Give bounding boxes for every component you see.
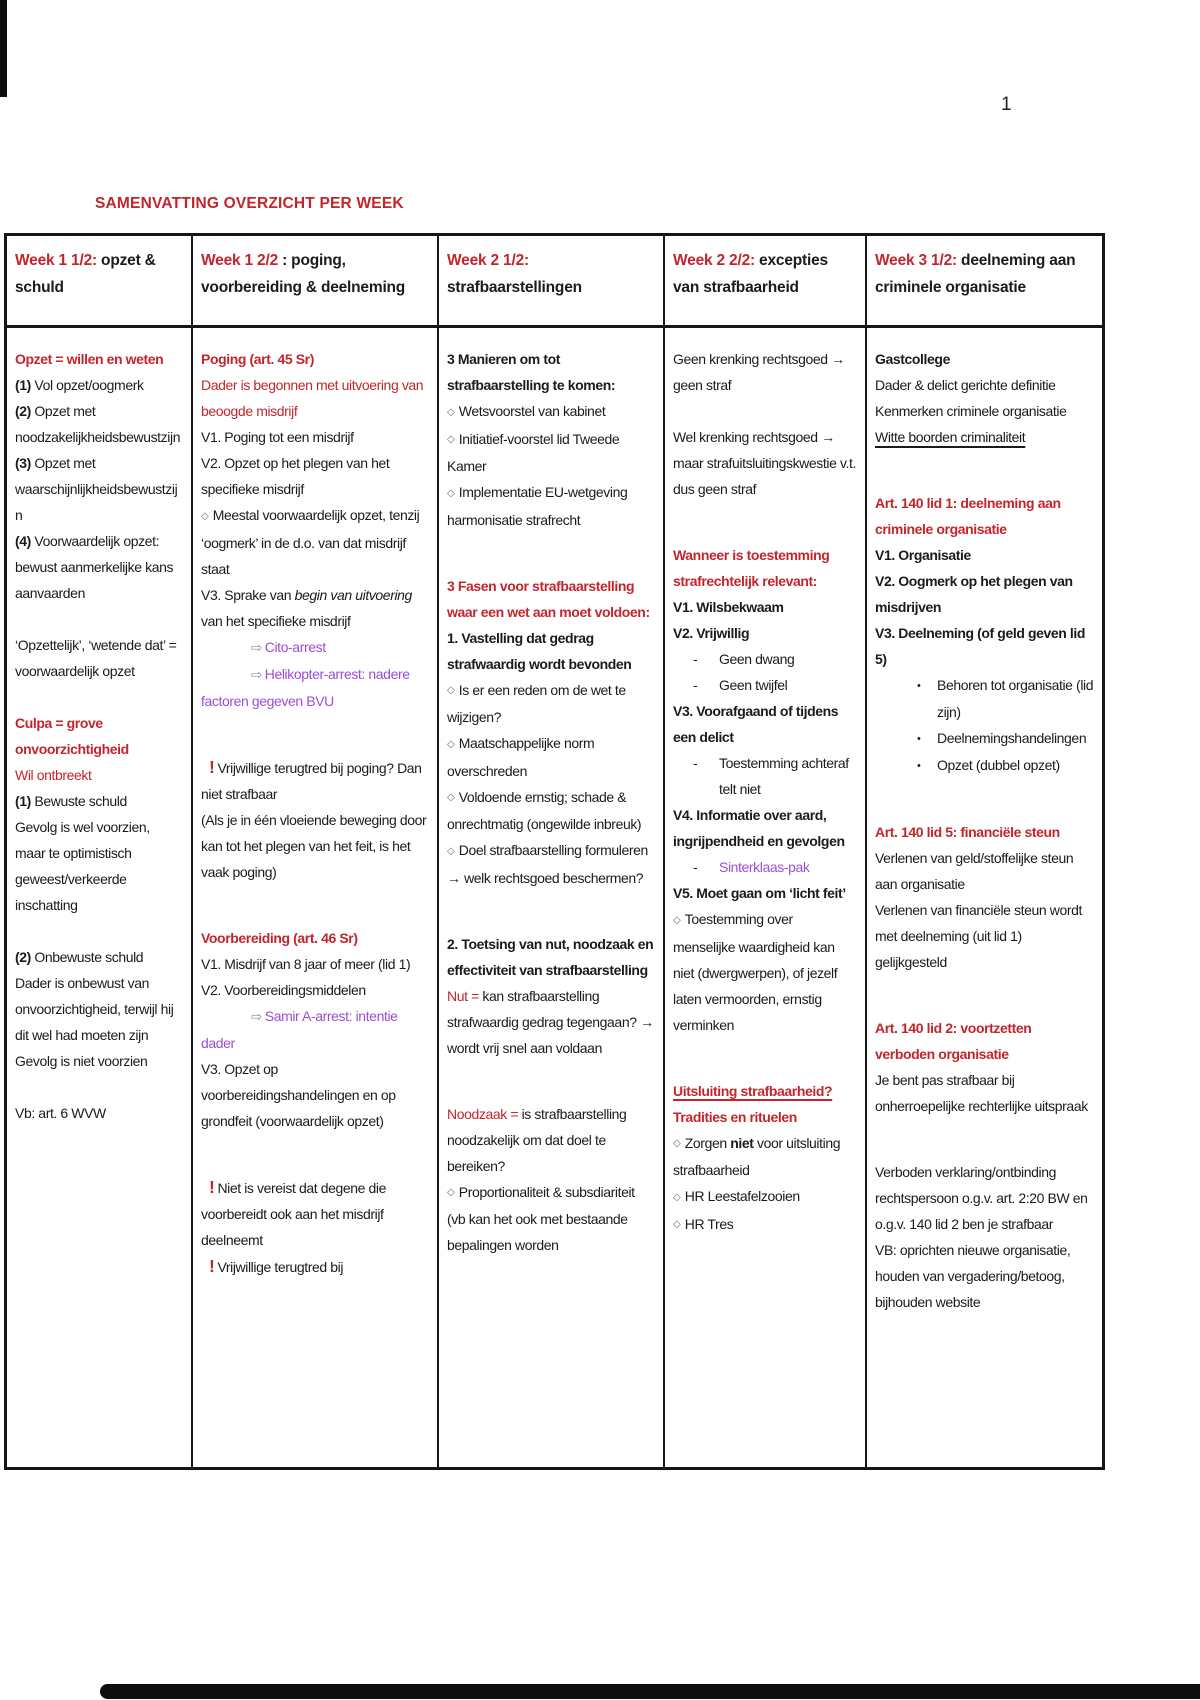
column-body-week-1 — [7, 328, 193, 1467]
text-run: Doel strafbaarstelling formuleren → welk rechtsgoed beschermen? — [447, 842, 648, 886]
text-block — [673, 854, 857, 880]
diamond-bullet-icon: ◇ — [447, 1187, 457, 1198]
text-block — [875, 897, 1094, 975]
text-block — [15, 814, 183, 918]
text-block — [201, 634, 429, 661]
text-run: Wel krenking rechtsgoed → maar strafuitsluitingskwestie v.t. dus geen straf — [673, 429, 856, 497]
text-block — [673, 1078, 857, 1104]
text-block — [15, 944, 183, 970]
text-block — [447, 625, 655, 677]
text-run: is strafbaarstelling noodzakelijk om dat doel te bereiken? — [447, 1105, 627, 1174]
diamond-bullet-icon: ◇ — [673, 1138, 683, 1149]
text-block — [15, 450, 183, 528]
text-block — [447, 398, 655, 426]
column-header-week-5 — [867, 236, 1102, 328]
text-block — [201, 1253, 429, 1280]
column-header-week-4 — [665, 236, 867, 328]
text-block — [447, 1179, 655, 1259]
text-run: Sinterklaas-pak — [719, 859, 810, 875]
text-run: Wetsvoorstel van kabinet — [458, 403, 606, 419]
text-block — [875, 542, 1094, 568]
column-body-week-2 — [193, 328, 439, 1467]
text-block — [447, 931, 655, 983]
text-block — [673, 750, 857, 802]
text-run: Art. 140 lid 2: voortzetten verboden organisatie — [875, 1020, 1032, 1062]
text-block — [673, 880, 857, 906]
text-block — [201, 346, 429, 372]
text-run: V3. Sprake van — [201, 586, 295, 603]
text-run: 1. Vastelling dat gedrag strafwaardig wordt bevonden — [447, 629, 632, 672]
text-run: Deelnemingshandelingen — [937, 730, 1087, 746]
text-run: excepties van strafbaarheid — [673, 252, 828, 296]
text-run: ‘Opzettelijk’, ‘wetende dat’ = voorwaardelijk opzet — [15, 637, 177, 679]
exclamation-icon: ! — [209, 1255, 215, 1276]
text-run: Behoren tot organisatie (lid zijn) — [937, 677, 1094, 720]
text-run: Samir A-arrest: intentie dader — [201, 1007, 398, 1051]
text-block — [447, 677, 655, 731]
text-run: Meestal voorwaardelijk opzet, tenzij ‘oogmerk’ in de d.o. van dat misdrijf staat — [201, 507, 420, 577]
text-run: Verlenen van geld/stoffelijke steun aan organisatie — [875, 850, 1074, 892]
text-run: (3) — [15, 455, 35, 471]
text-block — [673, 646, 857, 672]
text-run: Dader is begonnen met uitvoering van beoogde misdrijf — [201, 377, 424, 419]
exclamation-icon: ! — [209, 756, 215, 777]
text-block — [15, 632, 183, 684]
scan-artifact-bottom — [100, 1684, 1200, 1699]
text-block — [673, 542, 857, 594]
text-block — [673, 906, 857, 1038]
text-block — [673, 1130, 857, 1184]
text-run: Week 3 1/2: — [875, 252, 957, 269]
text-run: Wanneer is toestemming strafrechtelijk relevant: — [673, 547, 830, 589]
text-block — [673, 1104, 857, 1130]
scan-artifact-left — [0, 0, 7, 97]
text-run: V2. Vrijwillig — [673, 625, 750, 641]
diamond-bullet-icon: ◇ — [447, 792, 457, 803]
text-run: Initiatief-voorstel lid Tweede Kamer — [447, 430, 620, 474]
text-run: (2) — [15, 949, 35, 965]
text-run: Poging (art. 45 Sr) — [201, 351, 314, 367]
text-run: V4. Informatie over aard, ingrijpendheid en gevolgen — [673, 807, 845, 849]
text-run: Gevolg is wel voorzien, maar te optimistisch geweest/verkeerde inschatting — [15, 819, 150, 913]
text-run: Nut = — [447, 987, 479, 1004]
text-block — [875, 490, 1094, 542]
text-run: Voldoende ernstig; schade & onrechtmatig (ongewilde inbreuk) — [447, 788, 642, 832]
dot-bullet-icon: • — [917, 760, 921, 772]
text-block — [201, 925, 429, 951]
text-block — [673, 1183, 857, 1211]
diamond-bullet-icon: ◇ — [201, 510, 211, 522]
text-block — [875, 819, 1094, 845]
text-block — [875, 424, 1094, 450]
text-run: : poging, voorbereiding & deelneming — [201, 252, 406, 296]
text-run: Week 1 1/2: — [15, 252, 97, 269]
text-run: (1) — [15, 793, 35, 809]
dash-bullet-icon: - — [693, 651, 698, 667]
text-block — [673, 1211, 857, 1239]
text-run: V2. Voorbereidingsmiddelen — [201, 981, 366, 998]
text-run: van het specifieke misdrijf — [201, 612, 351, 629]
arrow-bullet-icon: ⇨ — [251, 666, 262, 682]
text-run: Opzet (dubbel opzet) — [937, 757, 1060, 773]
text-run: opzet & schuld — [15, 252, 156, 296]
text-run: Opzet met waarschijnlijkheidsbewustzijn — [15, 455, 178, 523]
text-run: Geen dwang — [719, 651, 795, 667]
text-run: V3. Opzet op voorbereidingshandelingen en op grondfeit (voorwaardelijk opzet) — [201, 1060, 396, 1129]
text-block — [875, 672, 1094, 725]
text-block — [875, 620, 1094, 672]
text-block — [447, 1101, 655, 1179]
dot-bullet-icon: • — [917, 680, 921, 692]
text-block — [875, 845, 1094, 897]
text-block — [201, 807, 429, 885]
diamond-bullet-icon: ◇ — [673, 914, 683, 926]
text-run: Verboden verklaring/ontbinding rechtspersoon o.g.v. art. 2:20 BW en o.g.v. 140 lid 2 ben je strafbaar — [875, 1164, 1088, 1232]
text-run: niet — [730, 1134, 754, 1151]
text-run: V1. Organisatie — [875, 547, 971, 563]
text-run: V1. Poging tot een misdrijf — [201, 429, 354, 445]
text-block — [201, 502, 429, 582]
text-block — [875, 725, 1094, 752]
text-run: Wil ontbreekt — [15, 767, 92, 783]
text-run: (2) — [15, 403, 35, 419]
text-block — [201, 1003, 429, 1056]
text-block — [201, 372, 429, 424]
diamond-bullet-icon: ◇ — [447, 434, 457, 445]
text-run: V2. Oogmerk op het plegen van misdrijven — [875, 573, 1073, 615]
text-block — [15, 398, 183, 450]
text-run: (Als je in één vloeiende beweging door kan tot het plegen van het feit, is het vaak poging) — [201, 811, 427, 880]
text-run: (1) — [15, 377, 35, 393]
diamond-bullet-icon: ◇ — [673, 1191, 683, 1203]
text-block — [201, 977, 429, 1003]
text-block — [875, 1015, 1094, 1067]
text-run: deelneming aan criminele organisatie — [875, 252, 1076, 296]
text-block — [15, 528, 183, 606]
text-block — [201, 424, 429, 450]
diamond-bullet-icon: ◇ — [447, 406, 457, 418]
text-block — [673, 672, 857, 698]
text-block — [875, 1159, 1094, 1237]
column-header-week-1 — [7, 236, 193, 328]
text-run: Zorgen — [684, 1134, 731, 1151]
summary-table — [4, 233, 1105, 1470]
text-run: Geen twijfel — [719, 677, 788, 693]
text-run: Opzet met noodzakelijkheidsbewustzijn — [15, 403, 181, 445]
text-run: Vrijwillige terugtred bij poging? Dan niet strafbaar — [201, 759, 422, 802]
text-run: 2. Toetsing van nut, noodzaak en effectiviteit van strafbaarstelling — [447, 935, 654, 978]
text-block — [447, 346, 655, 398]
text-run: 3 Fasen voor strafbaarstelling waar een wet aan moet voldoen: — [447, 577, 650, 620]
text-run: Bewuste schuld — [34, 793, 127, 809]
text-block — [201, 951, 429, 977]
text-block — [201, 661, 429, 714]
text-run: 3 Manieren om tot strafbaarstelling te komen: — [447, 351, 616, 393]
column-header-week-2 — [193, 236, 439, 328]
text-run: HR Tres — [684, 1215, 734, 1232]
text-run: Voorbereiding (art. 46 Sr) — [201, 929, 358, 946]
column-body-week-5 — [867, 328, 1102, 1467]
text-run: Vb: art. 6 WVW — [15, 1105, 106, 1121]
text-run: Witte boorden criminaliteit — [875, 429, 1026, 445]
text-block — [875, 1067, 1094, 1119]
text-run: kan strafbaarstelling strafwaardig gedrag tegengaan? → wordt vrij snel aan voldaan — [447, 987, 654, 1056]
text-run: Voorwaardelijk opzet: bewust aanmerkelijke kans aanvaarden — [15, 533, 174, 601]
text-run: Vrijwillige terugtred bij — [217, 1258, 344, 1275]
text-run: V5. Moet gaan om ‘licht feit’ — [673, 885, 846, 901]
text-block — [673, 802, 857, 854]
text-block — [875, 398, 1094, 424]
page-title: SAMENVATTING OVERZICHT PER WEEK — [95, 195, 404, 212]
text-run: HR Leestafelzooien — [684, 1188, 800, 1204]
text-run: Noodzaak = — [447, 1105, 519, 1122]
page-number: 1 — [1001, 94, 1012, 115]
text-run: Gevolg is niet voorzien — [15, 1053, 148, 1069]
text-run: V3. Deelneming (of geld geven lid 5) — [875, 625, 1086, 667]
text-block — [447, 730, 655, 784]
text-block — [447, 426, 655, 480]
text-run: Art. 140 lid 5: financiële steun — [875, 824, 1060, 840]
text-run: V1. Wilsbekwaam — [673, 599, 784, 615]
text-run: Week 1 2/2 — [201, 252, 278, 269]
diamond-bullet-icon: ◇ — [447, 845, 457, 857]
text-block — [875, 346, 1094, 372]
dash-bullet-icon: - — [693, 755, 698, 771]
text-run: Je bent pas strafbaar bij onherroepelijke rechterlijke uitspraak — [875, 1072, 1088, 1114]
text-run: Niet is vereist dat degene die voorbereidt ook aan het misdrijf deelneemt — [201, 1179, 386, 1248]
text-run: Implementatie EU-wetgeving harmonisatie strafrecht — [447, 484, 628, 528]
text-block — [673, 424, 857, 502]
arrow-bullet-icon: ⇨ — [251, 639, 262, 655]
text-block — [15, 372, 183, 398]
exclamation-icon: ! — [209, 1176, 215, 1197]
dot-bullet-icon: • — [917, 733, 921, 745]
text-block — [201, 1056, 429, 1134]
text-run: Maatschappelijke norm overschreden — [447, 735, 595, 779]
text-run: Week 2 1/2: — [447, 252, 529, 269]
text-block — [673, 698, 857, 750]
text-block — [447, 479, 655, 533]
text-block — [15, 788, 183, 814]
text-run: Vol opzet/oogmerk — [34, 377, 144, 393]
text-run: V1. Misdrijf van 8 jaar of meer (lid 1) — [201, 955, 411, 972]
text-run: Opzet = willen en weten — [15, 351, 164, 367]
text-run: Kenmerken criminele organisatie — [875, 403, 1067, 419]
text-run: Tradities en rituelen — [673, 1108, 797, 1125]
text-block — [15, 762, 183, 788]
text-run: Week 2 2/2: — [673, 252, 755, 269]
text-run: Proportionaliteit & subsdiariteit (vb kan het ook met bestaande bepalingen worden — [447, 1183, 635, 1253]
text-run: voor uitsluiting strafbaarheid — [673, 1134, 841, 1178]
text-run: Toestemming achteraf telt niet — [719, 755, 849, 797]
text-block — [15, 346, 183, 372]
text-block — [673, 346, 857, 398]
text-run: Is er een reden om de wet te wijzigen? — [447, 681, 626, 725]
text-block — [447, 573, 655, 625]
column-header-week-3 — [439, 236, 665, 328]
dash-bullet-icon: - — [693, 859, 698, 875]
text-block — [875, 372, 1094, 398]
text-run: Cito-arrest — [264, 638, 326, 655]
diamond-bullet-icon: ◇ — [447, 487, 457, 499]
text-block — [875, 1237, 1094, 1315]
text-block — [201, 754, 429, 807]
diamond-bullet-icon: ◇ — [447, 685, 457, 696]
text-run: V3. Voorafgaand of tijdens een delict — [673, 703, 839, 745]
arrow-bullet-icon: ⇨ — [251, 1008, 262, 1024]
text-run: begin van uitvoering — [294, 586, 412, 603]
text-run: Culpa = grove onvoorzichtigheid — [15, 715, 129, 757]
text-block — [201, 1174, 429, 1253]
dash-bullet-icon: - — [693, 677, 698, 693]
diamond-bullet-icon: ◇ — [447, 738, 457, 750]
column-body-week-3 — [439, 328, 665, 1467]
text-block — [15, 970, 183, 1048]
text-run: Art. 140 lid 1: deelneming aan criminele organisatie — [875, 495, 1061, 537]
text-block — [673, 620, 857, 646]
text-run: strafbaarstellingen — [447, 279, 582, 296]
text-run: VB: oprichten nieuwe organisatie, houden van vergadering/betoog, bijhouden website — [875, 1242, 1071, 1310]
text-run: Dader is onbewust van onvoorzichtigheid, terwijl hij dit wel had moeten zijn — [15, 975, 174, 1043]
text-run: Gastcollege — [875, 351, 950, 367]
text-run: Helikopter-arrest: nadere factoren gegeven BVU — [201, 665, 410, 709]
text-block — [875, 752, 1094, 779]
text-run: V2. Opzet op het plegen van het specifieke misdrijf — [201, 455, 390, 497]
text-run: (4) — [15, 533, 35, 549]
text-run: Toestemming over menselijke waardigheid kan niet (dwergwerpen), of jezelf laten vermoorden, ernstig verminken — [673, 911, 838, 1033]
text-block — [201, 450, 429, 502]
text-block — [15, 1100, 183, 1126]
text-block — [447, 837, 655, 891]
text-block — [15, 710, 183, 762]
text-run: Geen krenking rechtsgoed → geen straf — [673, 351, 845, 393]
text-block — [447, 784, 655, 838]
text-block — [673, 594, 857, 620]
text-block — [447, 983, 655, 1061]
text-run: Dader & delict gerichte definitie — [875, 377, 1056, 393]
text-block — [201, 582, 429, 634]
text-run: Verlenen van financiële steun wordt met deelneming (uit lid 1) gelijkgesteld — [875, 902, 1083, 970]
text-run: Uitsluiting strafbaarheid? — [673, 1082, 833, 1099]
text-block — [15, 1048, 183, 1074]
text-run: Onbewuste schuld — [34, 949, 144, 965]
column-body-week-4 — [665, 328, 867, 1467]
diamond-bullet-icon: ◇ — [673, 1219, 683, 1230]
text-block — [875, 568, 1094, 620]
